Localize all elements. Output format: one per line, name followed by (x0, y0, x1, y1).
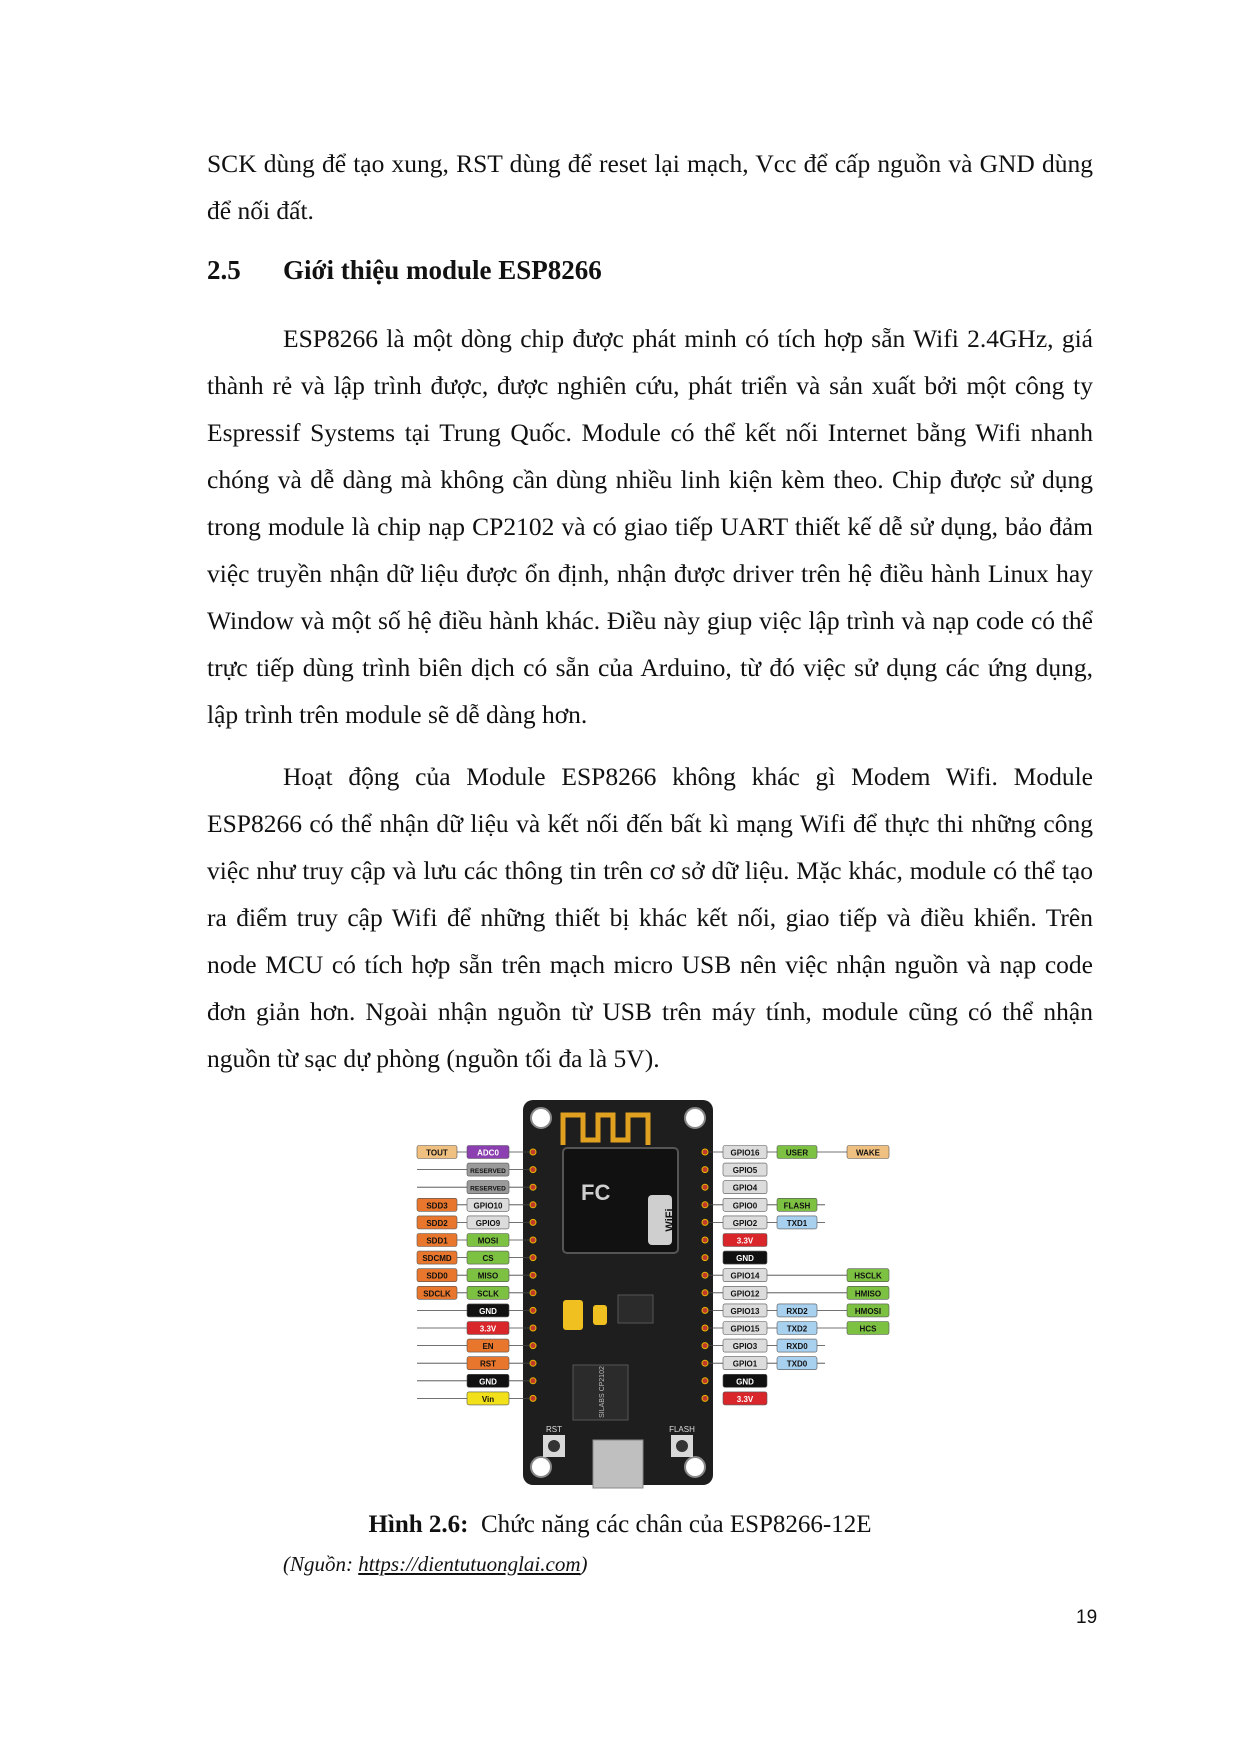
pin-label-left: Vin (481, 1394, 495, 1404)
header-pin (702, 1255, 708, 1261)
pin-label-right-extra: USER (785, 1148, 809, 1158)
pin-label-right: GPIO1 (732, 1359, 758, 1369)
header-pin (702, 1343, 708, 1349)
pin-label-left-extra: SDD3 (426, 1201, 448, 1211)
pin-label-left: GPIO10 (473, 1201, 503, 1211)
header-pin (702, 1360, 708, 1366)
header-pin (702, 1325, 708, 1331)
pin-label-right-extra: TXD2 (786, 1324, 808, 1334)
pin-label-left: RST (480, 1359, 496, 1369)
pin-label-left-extra: SDD0 (426, 1271, 448, 1281)
pin-label-right-extra: RXD0 (786, 1342, 808, 1352)
micro-usb-port (593, 1440, 643, 1488)
paragraph-esp8266-operation: Hoạt động của Module ESP8266 không khác gì Modem Wifi. Module ESP8266 có thể nhận dữ liệu và kết nối đến bất kì mạng Wifi để thực thi những công việc như truy cập và lưu các thông tin trên cơ sở dữ liệu. Mặc khác, module có thể tạo ra điểm truy cập Wifi để những thiết bị khác kết nối, giao tiếp và điều khiển. Trên node MCU có tích hợp sẵn trên mạch micro USB nên việc nhận nguồn và nạp code đơn giản hơn. Ngoài nhận nguồn từ USB trên máy tính, module cũng có thể nhận nguồn từ sạc dự phòng (nguồn tối đa là 5V). (207, 762, 1093, 1073)
rst-button-cap (548, 1440, 560, 1452)
header-pin (530, 1237, 536, 1243)
figure-source (283, 1549, 587, 1579)
pin-label-right: GPIO0 (732, 1201, 758, 1211)
right-pin-labels (709, 1146, 889, 1405)
header-pin (530, 1378, 536, 1384)
mount-hole-icon (531, 1108, 551, 1128)
pin-label-right-extra: FLASH (783, 1201, 811, 1211)
figure-caption (0, 1508, 1240, 1542)
pin-label-left: RESERVED (470, 1168, 506, 1176)
header-pin (702, 1202, 708, 1208)
usb-chip-label: SILABS CP2102 (599, 1366, 606, 1418)
header-pin (702, 1219, 708, 1225)
pin-label-right: GND (736, 1377, 754, 1387)
pin-label-right: GPIO14 (730, 1271, 760, 1281)
section-title: Giới thiệu module ESP8266 (283, 255, 602, 285)
pin-label-right-extra: HMISO (854, 1289, 882, 1299)
pin-label-right-extra: TXD1 (786, 1218, 808, 1228)
header-pin (530, 1255, 536, 1261)
intro-paragraph: SCK dùng để tạo xung, RST dùng để reset lại mạch, Vcc để cấp nguồn và GND dùng để nối đất. (207, 149, 1093, 225)
header-pin (530, 1149, 536, 1155)
pin-label-left: RESERVED (470, 1185, 506, 1193)
pin-label-right: GPIO16 (730, 1148, 760, 1158)
pin-label-right: GPIO3 (732, 1342, 758, 1352)
header-pin (530, 1272, 536, 1278)
figure-caption-label: Hình 2.6: (368, 1511, 469, 1538)
header-pin (702, 1149, 708, 1155)
pin-label-right-extra: RXD2 (786, 1306, 808, 1316)
mount-hole-icon (685, 1457, 705, 1477)
pin-label-left: GPIO9 (475, 1218, 501, 1228)
mount-hole-icon (531, 1457, 551, 1477)
source-prefix: (Nguồn: (283, 1552, 359, 1576)
pin-label-right-extra: HSCLK (854, 1271, 882, 1281)
pin-label-left: GND (479, 1377, 497, 1387)
pin-label-right: GPIO2 (732, 1218, 758, 1228)
source-suffix: ) (580, 1552, 588, 1576)
header-pin (530, 1290, 536, 1296)
mount-hole-icon (685, 1108, 705, 1128)
pin-label-right-extra: WAKE (856, 1148, 880, 1158)
pin-label-right-extra: HCS (859, 1324, 877, 1334)
pin-label-right: GND (736, 1254, 754, 1264)
capacitor (593, 1305, 607, 1325)
flash-button-cap (676, 1440, 688, 1452)
pin-label-right: GPIO15 (730, 1324, 760, 1334)
pin-label-left-extra: SDD1 (426, 1236, 448, 1246)
pin-label-left: MOSI (477, 1236, 499, 1246)
pin-label-left-extra: SDCLK (423, 1289, 451, 1299)
wifi-label: WiFi (664, 1208, 676, 1232)
header-pin (702, 1378, 708, 1384)
pin-label-right: GPIO4 (732, 1183, 758, 1193)
pin-label-left: ADC0 (477, 1148, 499, 1158)
paragraph-esp8266-intro: ESP8266 là một dòng chip được phát minh có tích hợp sẵn Wifi 2.4GHz, giá thành rẻ và lập trình được, được nghiên cứu, phát triển và sản xuất bởi một công ty Espressif Systems tại Trung Quốc. Module có thể kết nối Internet bằng Wifi nhanh chóng và dễ dàng mà không cần dùng nhiều linh kiện kèm theo. Chip được sử dụng trong module là chip nạp CP2102 và có giao tiếp UART thiết kế dễ sử dụng, bảo đảm việc truyền nhận dữ liệu được ổn định, nhận được driver trên hệ điều hành Linux hay Window và một số hệ điều hành khác. Điều này giup việc lập trình và nạp code có thể trực tiếp dùng trình biên dịch có sẵn của Arduino, từ đó việc sử dụng các ứng dụng, lập trình trên module sẽ dễ dàng hơn. (207, 324, 1093, 729)
pin-label-left: MISO (477, 1271, 499, 1281)
flash-button-label: FLASH (669, 1425, 695, 1434)
pin-label-right: 3.3V (736, 1394, 754, 1404)
source-link[interactable]: https://dientutuonglai.com (358, 1552, 581, 1576)
section-heading (207, 250, 602, 290)
pin-label-left: 3.3V (479, 1324, 497, 1334)
header-pin (702, 1272, 708, 1278)
header-pin (702, 1395, 708, 1401)
pin-label-right: GPIO12 (730, 1289, 760, 1299)
header-pin (530, 1219, 536, 1225)
pin-label-right: GPIO13 (730, 1306, 760, 1316)
pin-label-left: CS (482, 1254, 494, 1264)
pin-label-left: GND (479, 1306, 497, 1316)
header-pin (530, 1167, 536, 1173)
header-pin (530, 1343, 536, 1349)
header-pin (530, 1307, 536, 1313)
page-number: 19 (1076, 1607, 1098, 1628)
header-pin (702, 1307, 708, 1313)
pin-label-right: 3.3V (736, 1236, 754, 1246)
pin-label-left: EN (482, 1342, 494, 1352)
fcc-logo: FC (581, 1180, 611, 1205)
esp8266-pinout-figure (413, 1100, 893, 1490)
header-pin (530, 1360, 536, 1366)
pin-label-left-extra: TOUT (426, 1148, 448, 1158)
header-pin (530, 1395, 536, 1401)
header-pin (702, 1237, 708, 1243)
header-pin (702, 1167, 708, 1173)
pin-label-left-extra: SDD2 (426, 1218, 448, 1228)
pin-label-left: SCLK (477, 1289, 499, 1299)
pin-label-right-extra: HMOSI (854, 1306, 882, 1316)
pin-label-left-extra: SDCMD (422, 1254, 452, 1264)
section-number: 2.5 (207, 255, 241, 285)
pin-label-right: GPIO5 (732, 1166, 758, 1176)
header-pin (530, 1184, 536, 1190)
capacitor (563, 1300, 583, 1330)
header-pin (702, 1290, 708, 1296)
rst-button-label: RST (546, 1425, 562, 1434)
pin-label-right-extra: TXD0 (786, 1359, 808, 1369)
header-pin (702, 1184, 708, 1190)
header-pin (530, 1202, 536, 1208)
header-pin (530, 1325, 536, 1331)
regulator-chip (618, 1295, 653, 1323)
figure-caption-text: Chức năng các chân của ESP8266-12E (481, 1511, 872, 1538)
left-pin-labels (417, 1146, 529, 1405)
